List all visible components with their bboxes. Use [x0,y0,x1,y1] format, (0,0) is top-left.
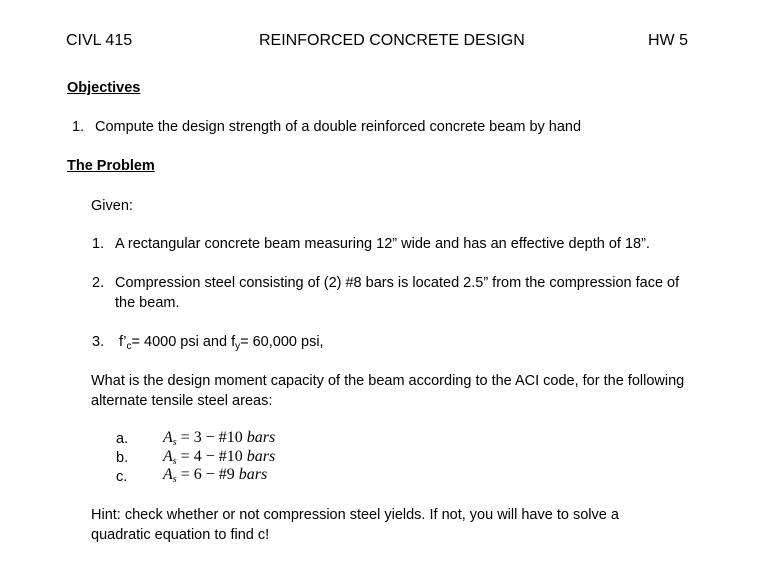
fc-prefix: f’ [119,334,127,350]
objectives-heading: Objectives [67,80,141,96]
fy-subscript: y [235,341,241,352]
given-number: 3. [92,334,105,350]
given-item-text: Compression steel consisting of (2) #8 bars is located 2.5” from the compression face of [115,275,680,291]
case-label: c. [116,469,128,485]
question-text: What is the design moment capacity of the beam according to the ACI code, for the following [91,373,685,389]
fy-value: = 60,000 psi, [240,334,324,350]
hint-text: Hint: check whether or not compression steel yields. If not, you will have to solve a [91,507,619,523]
fc-value: = 4000 psi and f [131,334,236,350]
given-item-text-continued: the beam. [115,295,180,311]
problem-heading: The Problem [67,158,155,174]
case-label: b. [116,450,129,466]
question-text-continued: alternate tensile steel areas: [91,393,273,409]
document-title: REINFORCED CONCRETE DESIGN [259,32,525,49]
case-equation: $A_s = 6$ − #9 bars [163,466,268,485]
given-number: 2. [92,275,105,291]
homework-number: HW 5 [648,32,688,49]
given-material-properties [119,334,324,350]
hint-text-continued: quadratic equation to find c! [91,527,270,543]
objective-text: Compute the design strength of a double reinforced concrete beam by hand [95,119,582,135]
case-equation: $A_s = 3$ − #10 bars [163,429,276,448]
case-label: a. [116,431,129,447]
given-label: Given: [91,198,133,214]
given-item-text: A rectangular concrete beam measuring 12” wide and has an effective depth of 18”. [115,236,650,252]
fc-subscript: c [126,341,132,352]
course-code: CIVL 415 [66,32,133,49]
objective-number: 1. [72,119,85,135]
given-number: 1. [92,236,105,252]
case-equation: $A_s = 4$ − #10 bars [163,448,276,467]
